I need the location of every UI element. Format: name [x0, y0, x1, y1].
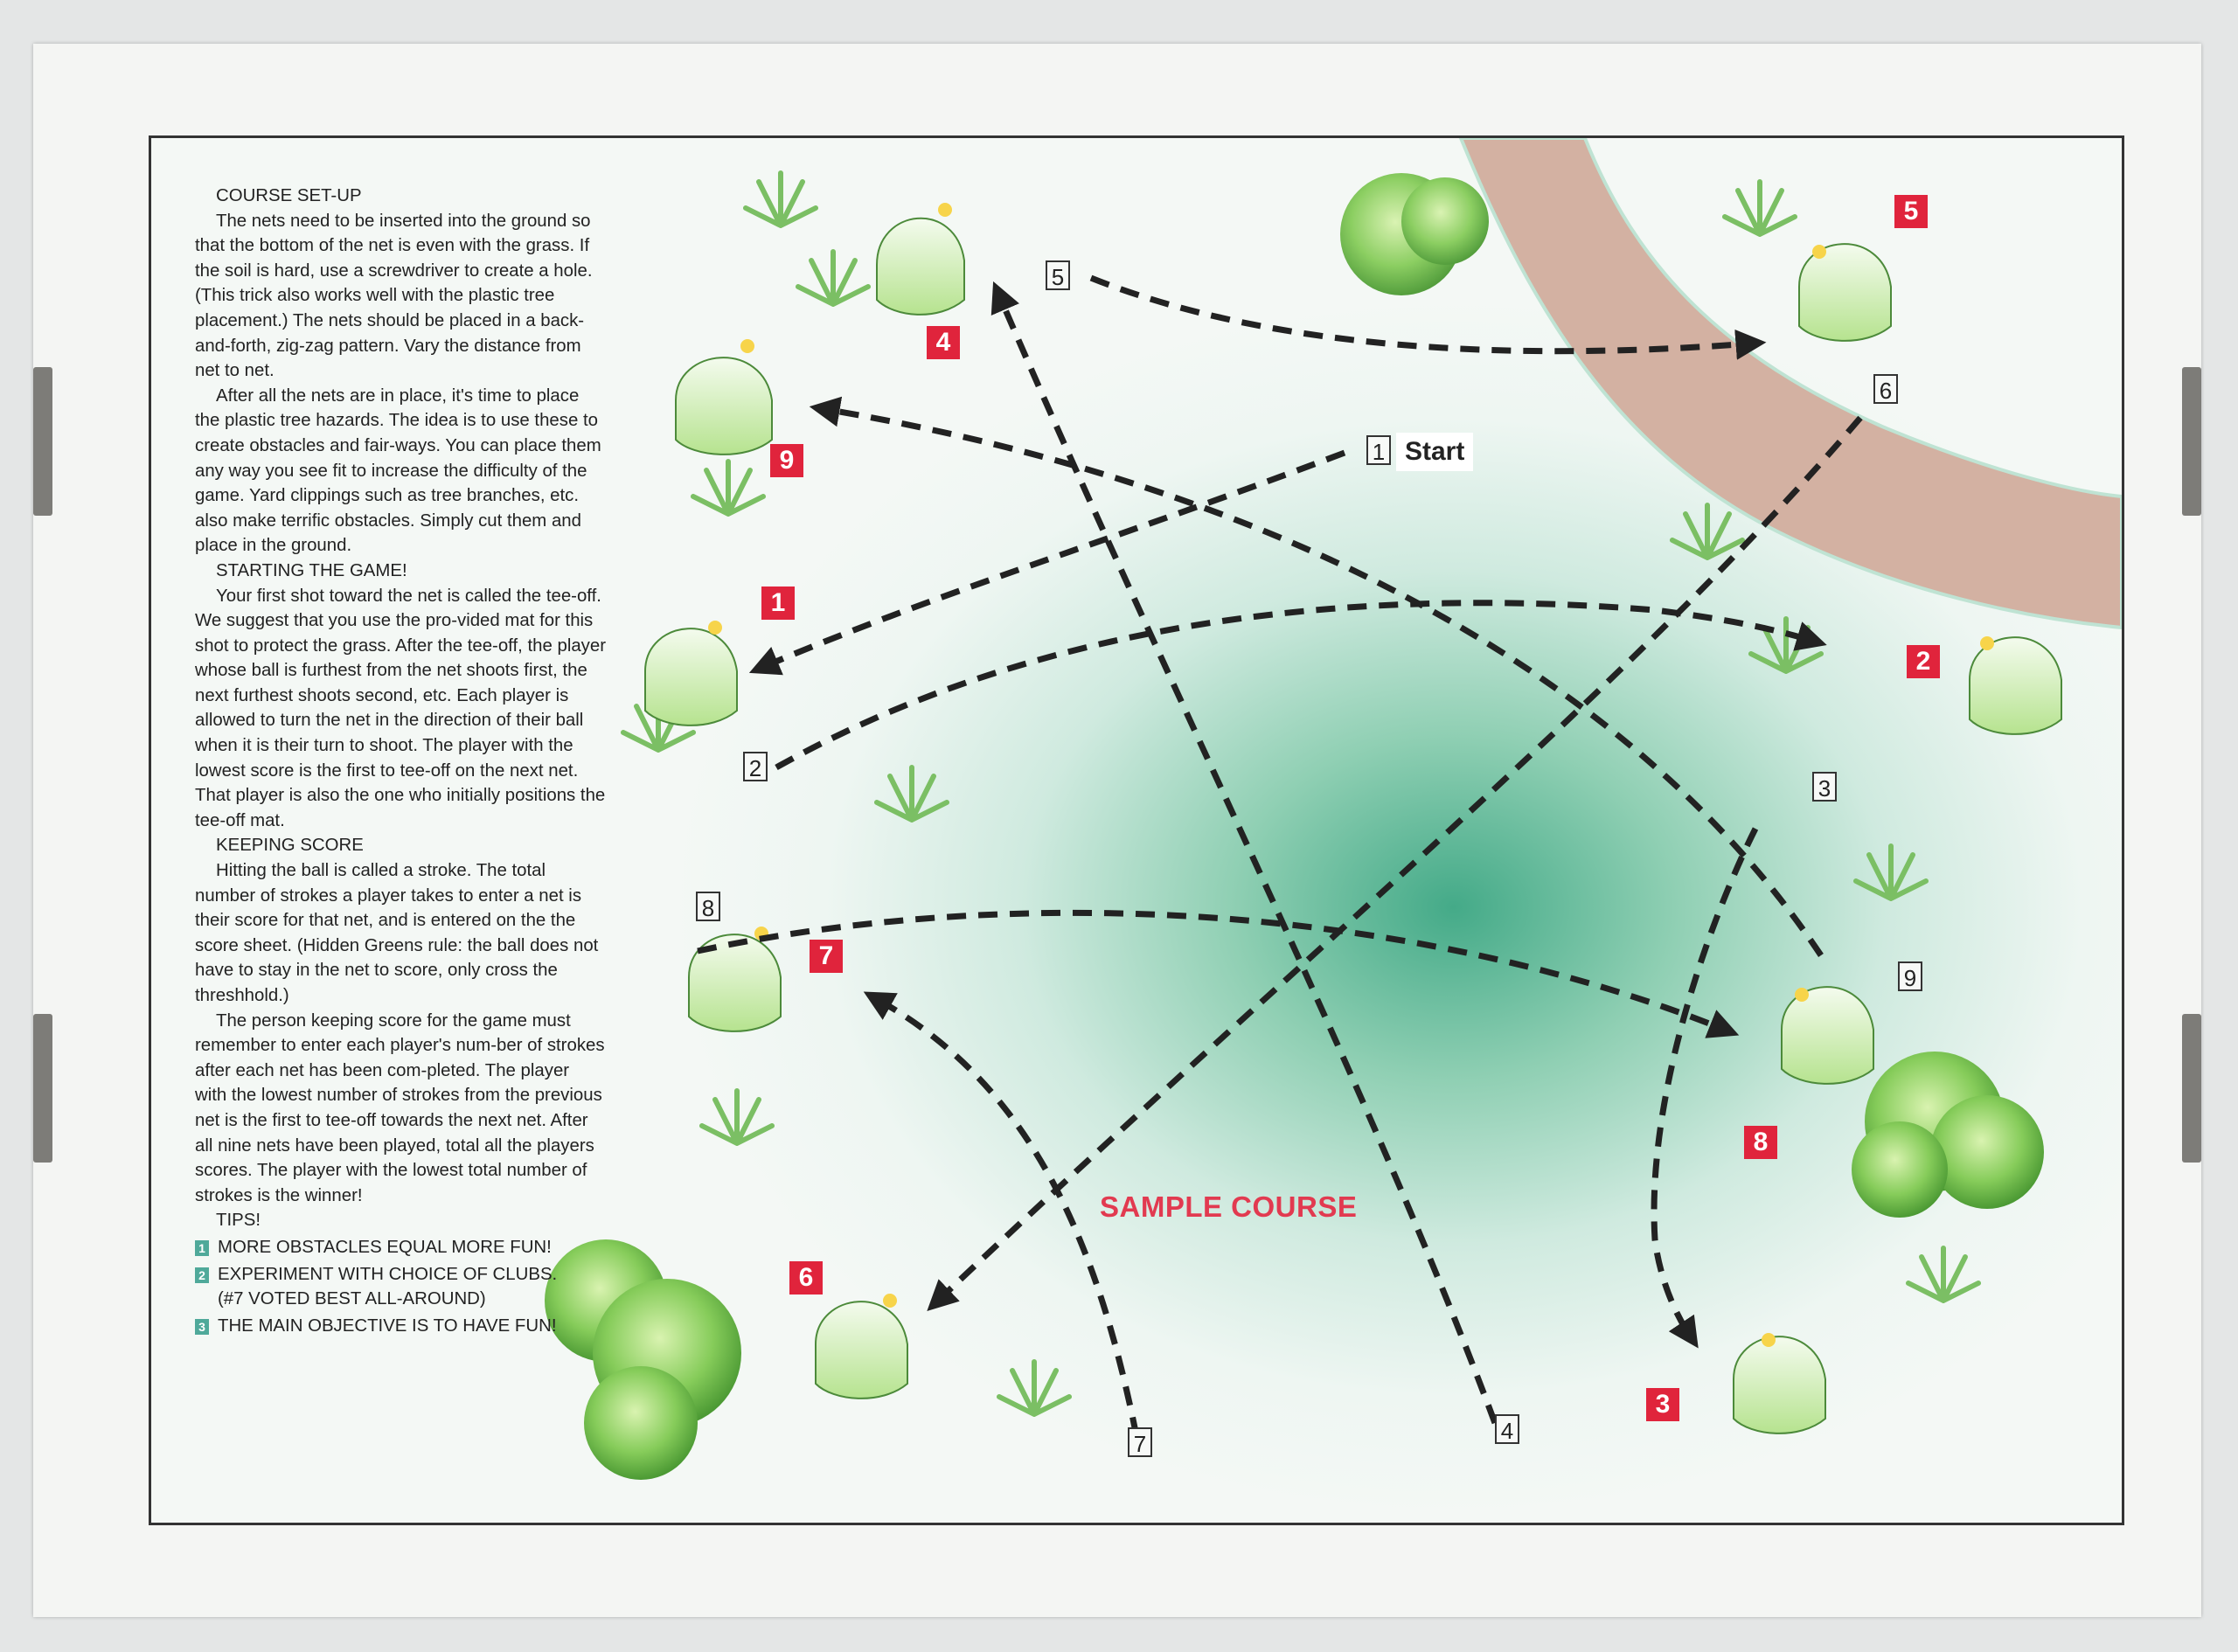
tip-3: [195, 1314, 606, 1339]
tip-text: EXPERIMENT WITH CHOICE OF CLUBS.: [218, 1264, 558, 1284]
shot-3: [1654, 829, 1755, 1336]
start-label: Start: [1396, 433, 1473, 471]
net-9: [676, 339, 772, 455]
shrub: [1340, 173, 1489, 295]
tee-box-2: 2: [743, 752, 768, 781]
nets: [645, 203, 2061, 1433]
tip-2: [195, 1262, 606, 1288]
tip-number: 3: [195, 1319, 209, 1335]
hole-badge-6: 6: [789, 1261, 823, 1295]
cart-path: [1461, 138, 2122, 628]
tip-number: 2: [195, 1267, 209, 1283]
shot-1: [763, 453, 1345, 667]
net-3: [1734, 1333, 1825, 1433]
net-1: [645, 621, 737, 725]
rules-text: [195, 184, 606, 1338]
tee-box-8: 8: [696, 892, 720, 921]
tape-right-bottom: [2182, 1014, 2201, 1163]
sample-course-title: SAMPLE COURSE: [1100, 1190, 1358, 1223]
hole-badge-2: 2: [1907, 645, 1940, 678]
shot-7: [877, 999, 1136, 1436]
hole-badge-7: 7: [810, 940, 843, 973]
score-text-2: The person keeping score for the game must remember to enter each player's num-ber of strokes after each net has been com-pleted. The player with the lowest number of strokes from the previous net is the first to tee-off towards the next net. After all nine nets have been played, total all the players scores. The player with the lowest total number of strokes is the winner!: [195, 1010, 605, 1205]
shot-2: [776, 603, 1812, 767]
start-heading: STARTING THE GAME!: [216, 560, 407, 580]
hole-badge-9: 9: [770, 444, 803, 477]
tape-left-top: [33, 367, 52, 516]
tee-box-7: 7: [1128, 1427, 1152, 1457]
setup-text-2: After all the nets are in place, it's time to place the plastic tree hazards. The idea is to use these to create obstacles and fair-ways. You can place them any way you see fit to increase the difficulty of the game. Yard clippings such as tree branches, etc. also make terrific obstacles. Simply cut them and place in the ground.: [195, 385, 601, 556]
tee-box-5: 5: [1046, 260, 1070, 290]
shot-9: [824, 409, 1821, 955]
tip-text: MORE OBSTACLES EQUAL MORE FUN!: [218, 1237, 552, 1257]
net-5: [1799, 244, 1891, 341]
tee-box-6: 6: [1873, 374, 1898, 404]
shrub: [1852, 1052, 2044, 1218]
net-4: [877, 203, 964, 315]
tee-box-1: 1: [1366, 435, 1391, 465]
tip-2-sub: (#7 VOTED BEST ALL-AROUND): [218, 1289, 486, 1309]
setup-text: The nets need to be inserted into the ground so that the bottom of the net is even with the grass. If the soil is hard, use a screwdriver to create a hole. (This trick also works well with the plastic tree placement.) The nets should be placed in a back-and-forth, zig-zag pattern. Vary the distance from net to net.: [195, 211, 593, 381]
hole-badge-8: 8: [1744, 1126, 1777, 1159]
net-6: [816, 1294, 907, 1399]
hole-badge-3: 3: [1646, 1388, 1679, 1421]
hole-badge-1: 1: [761, 587, 795, 620]
tip-1: [195, 1235, 606, 1260]
tips-heading: TIPS!: [216, 1211, 261, 1231]
score-heading: KEEPING SCORE: [216, 836, 364, 856]
hole-badge-4: 4: [927, 326, 960, 359]
net-2: [1970, 636, 2061, 734]
hole-badge-5: 5: [1894, 195, 1928, 228]
tip-text: THE MAIN OBJECTIVE IS TO HAVE FUN!: [218, 1315, 557, 1336]
tee-box-4: 4: [1495, 1414, 1519, 1444]
setup-heading: COURSE SET-UP: [216, 186, 362, 205]
tape-left-bottom: [33, 1014, 52, 1163]
tree-hazards: [623, 173, 1978, 1414]
start-text: Your first shot toward the net is called the tee-off. We suggest that you use the pro-vided mat for this shot to protect the grass. After the tee-off, the player whose ball is furthest from the net shoots first, the next furthest shoots second, etc. Each player is allowed to turn the net in the direction of their ball when it is their turn to shoot. The player with the lowest score is the first to tee-off on the next net. That player is also the one who initially positions the tee-off mat.: [195, 586, 607, 830]
tee-box-3: 3: [1812, 772, 1837, 802]
net-8: [1782, 987, 1873, 1084]
shot-8: [698, 913, 1725, 1030]
instruction-panel: [149, 135, 2124, 1525]
tip-number: 1: [195, 1240, 209, 1256]
tape-right-top: [2182, 367, 2201, 516]
tee-box-9: 9: [1898, 961, 1922, 991]
score-text: Hitting the ball is called a stroke. The total number of strokes a player takes to enter a net is their score for that net, and is entered on the the score sheet. (Hidden Greens rule: the ball does not have to stay in the net to score, only cross the threshhold.): [195, 861, 599, 1005]
